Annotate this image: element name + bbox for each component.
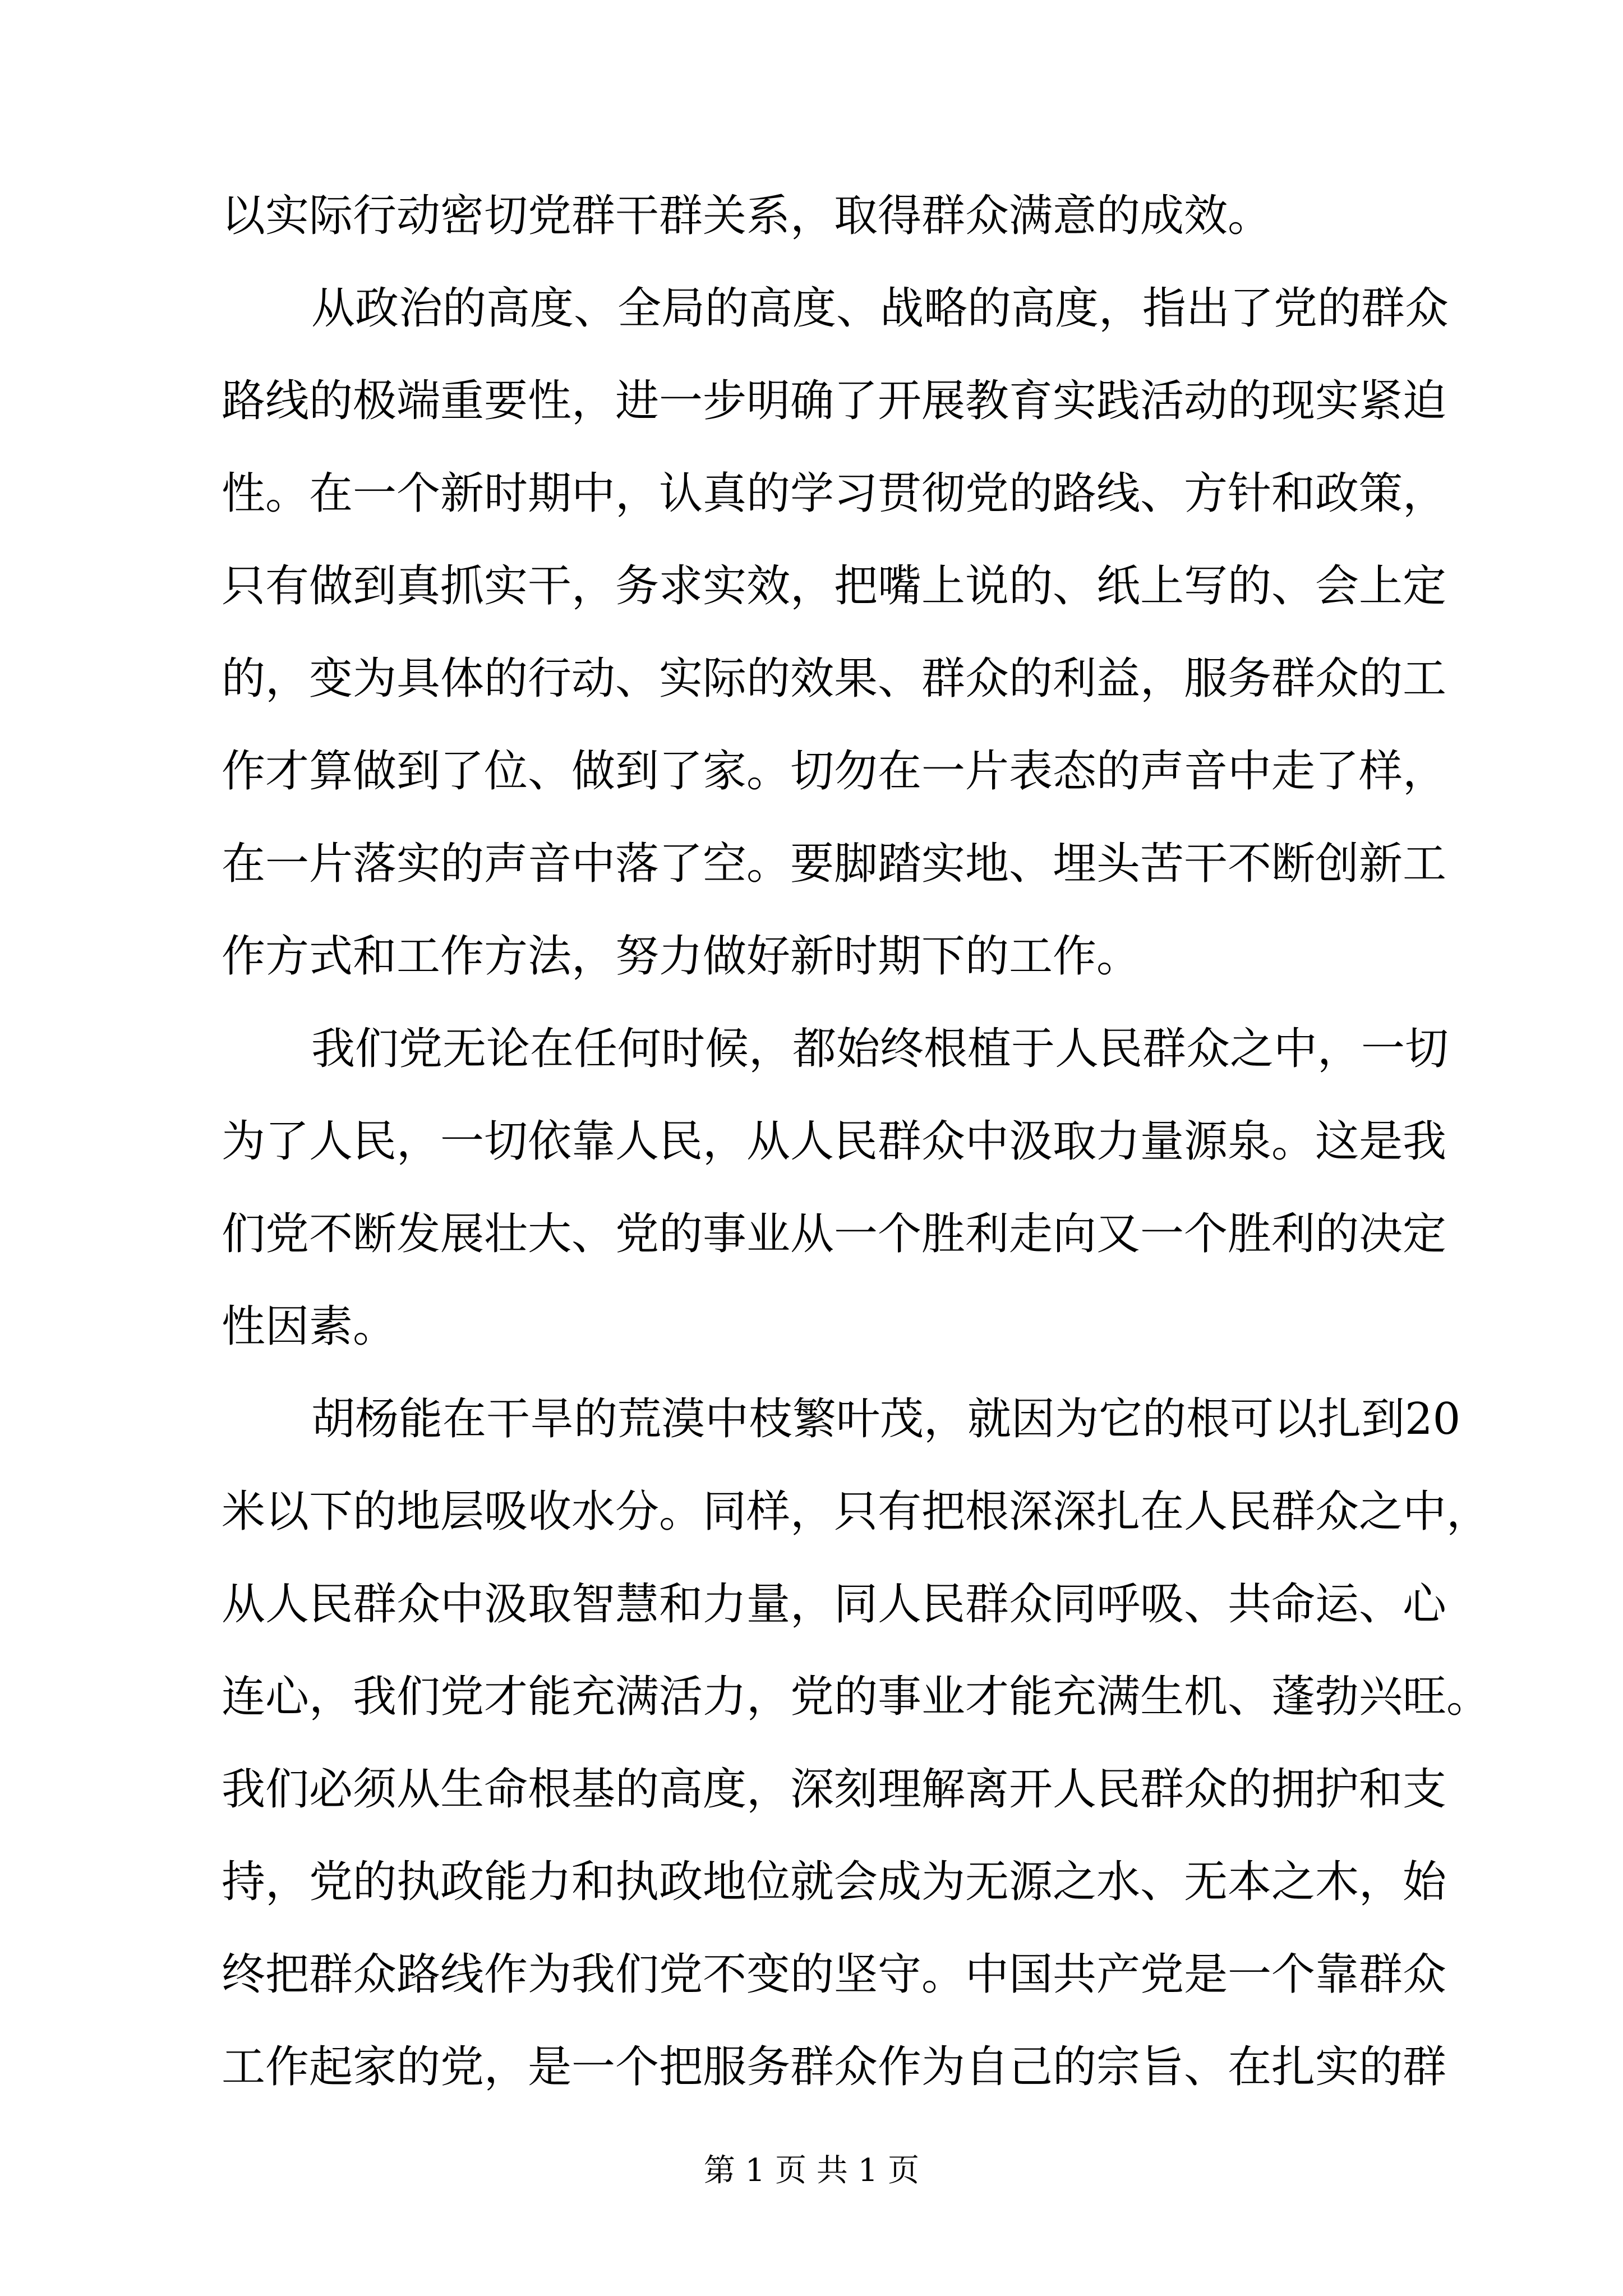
text-line: 我们必须从生命根基的高度，深刻理解离开人民群众的拥护和支 — [222, 1764, 1447, 1815]
text-line: 米以下的地层吸收水分。同样，只有把根深深扎在人民群众之中， — [222, 1487, 1491, 1537]
page-number-label: 第 1 页 共 1 页 — [703, 2152, 920, 2189]
text-line: 性因素。 — [222, 1301, 397, 1352]
text-line: 终把群众路线作为我们党不变的坚守。中国共产党是一个靠群众 — [222, 1949, 1447, 2000]
text-line: 只有做到真抓实干，务求实效，把嘴上说的、纸上写的、会上定 — [222, 561, 1447, 611]
text-line: 的，变为具体的行动、实际的效果、群众的利益，服务群众的工 — [222, 654, 1447, 704]
text-line: 性。在一个新时期中，认真的学习贯彻党的路线、方针和政策， — [222, 468, 1447, 519]
text-line: 我们党无论在任何时候，都始终根植于人民群众之中，一切 — [311, 1024, 1449, 1074]
text-line: 们党不断发展壮大、党的事业从一个胜利走向又一个胜利的决定 — [222, 1209, 1447, 1259]
page-footer — [0, 2151, 1623, 2191]
text-line: 从政治的高度、全局的高度、战略的高度，指出了党的群众 — [311, 283, 1449, 334]
text-line: 作方式和工作方法，努力做好新时期下的工作。 — [222, 931, 1141, 982]
text-line: 作才算做到了位、做到了家。切勿在一片表态的声音中走了样， — [222, 746, 1447, 797]
text-line: 胡杨能在干旱的荒漠中枝繁叶茂，就因为它的根可以扎到20 — [311, 1394, 1461, 1444]
text-line: 路线的极端重要性，进一步明确了开展教育实践活动的现实紧迫 — [222, 376, 1447, 426]
text-line: 从人民群众中汲取智慧和力量，同人民群众同呼吸、共命运、心 — [222, 1579, 1447, 1630]
text-line: 工作起家的党，是一个把服务群众作为自己的宗旨、在扎实的群 — [222, 2042, 1447, 2092]
text-line: 以实际行动密切党群干群关系，取得群众满意的成效。 — [222, 191, 1272, 241]
text-line: 连心，我们党才能充满活力，党的事业才能充满生机、蓬勃兴旺。 — [222, 1672, 1491, 1722]
text-line: 持，党的执政能力和执政地位就会成为无源之水、无本之木，始 — [222, 1857, 1447, 1907]
text-line: 在一片落实的声音中落了空。要脚踏实地、埋头苦干不断创新工 — [222, 839, 1447, 889]
text-line: 为了人民，一切依靠人民，从人民群众中汲取力量源泉。这是我 — [222, 1116, 1447, 1167]
